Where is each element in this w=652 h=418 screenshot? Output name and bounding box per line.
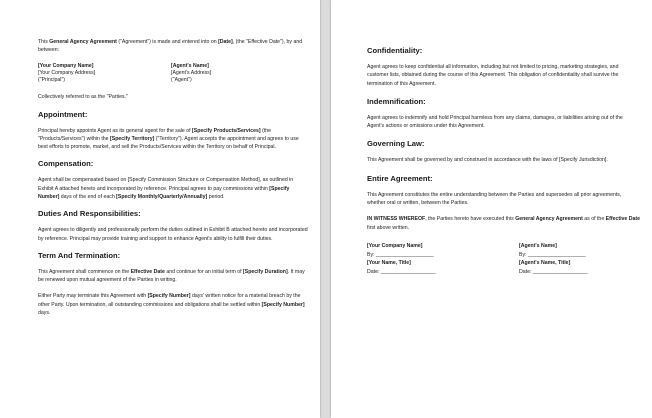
duties-heading: Duties And Responsibilities:	[38, 209, 141, 219]
company-role: ("Principal")	[38, 77, 66, 83]
parties-block	[38, 63, 308, 85]
agent-signer-title: [Agent's Name, Title]	[519, 260, 571, 267]
witness-paragraph: IN WITNESS WHEREOF, the Parties hereto have executed this General Agency Agreement as of the Effective Date first above written.	[367, 216, 640, 231]
agent-signature-line: By: ____________________	[519, 251, 586, 258]
duties-paragraph: Agent agrees to diligently and professionally perform the duties outlined in Exhibit B attached hereto and incorporated by reference. Principal may provide training and support to enhance Agent's ability to fulfill their duties.	[38, 227, 308, 242]
signature-agent-name: [Agent's Name]	[519, 242, 557, 249]
term-paragraph-1: This Agreement shall commence on the Effective Date and continue for an initial term of [Specify Duration]. It may be renewed upon mutual agreement of the Parties in writing.	[38, 268, 305, 284]
governing-law-paragraph: This Agreement shall be governed by and construed in accordance with the laws of [Specify Jurisdiction].	[367, 157, 608, 164]
confidentiality-heading: Confidentiality:	[367, 46, 423, 55]
appointment-heading: Appointment:	[38, 109, 88, 119]
signature-company-name: [Your Company Name]	[367, 242, 423, 249]
agent-signature	[519, 242, 588, 276]
term-heading: Term And Termination:	[38, 250, 121, 260]
compensation-heading: Compensation:	[38, 159, 94, 169]
company-signature-line: By: ____________________	[367, 251, 434, 258]
agent-date-line: Date: ___________________	[519, 268, 588, 275]
indemnification-heading: Indemnification:	[367, 96, 426, 106]
company-name: [Your Company Name]	[38, 62, 94, 69]
document-page-1	[0, 0, 320, 418]
agent-address: [Agent's Address]	[171, 69, 212, 76]
entire-agreement-paragraph: This Agreement constitutes the entire understanding between the Parties and supersedes all prior agreements, whether oral or written, between the Parties.	[367, 191, 622, 207]
appointment-paragraph: Principal hereby appoints Agent as its general agent for the sale of [Specify Products/Services] (the "Products/Services") within the [Specify Territory] ("Territory"). Agent accepts the appointment and agrees to use best efforts to promote, market, and sell the Products/Services within the Territory on behalf of Principal.	[38, 127, 299, 151]
confidentiality-paragraph: Agent agrees to keep confidential all information, including but not limited to pricing, marketing strategies, and customer lists, obtained during the course of this Agreement. This obligation of confidentiality shall survive the termination of this Agreement.	[367, 64, 619, 87]
entire-agreement-heading: Entire Agreement:	[367, 173, 433, 183]
company-signature	[367, 242, 519, 276]
collectively-paragraph: Collectively referred to as the "Parties."	[38, 94, 128, 101]
company-signer-title: [Your Name, Title]	[367, 260, 411, 267]
signature-block	[367, 242, 640, 276]
agent-name: [Agent's Name]	[171, 62, 209, 69]
principal-party	[38, 63, 171, 85]
company-address: [Your Company Address]	[38, 69, 96, 76]
agent-role: ("Agent")	[171, 77, 192, 83]
agent-party	[171, 63, 211, 85]
intro-paragraph: This General Agency Agreement ("Agreement") is made and entered into on [Date], (the "Effective Date"), by and between:	[38, 39, 303, 54]
compensation-paragraph: Agent shall be compensated based on [Specify Commission Structure or Compensation Method], as outlined in Exhibit A attached hereto and incorporated by reference. Principal agrees to pay commissions within [Specify Number] days of the end of each [Specify Monthly/Quarterly/Annually] period.	[38, 177, 294, 200]
term-paragraph-2: Either Party may terminate this Agreement with [Specify Number] days' written notice for a material breach by the other Party. Upon termination, all outstanding commissions and obligations shall be settled within [Specify Number] days.	[38, 293, 305, 317]
governing-law-heading: Governing Law:	[367, 139, 425, 149]
document-page-2	[331, 0, 652, 418]
company-date-line: Date: ___________________	[367, 268, 436, 275]
indemnification-paragraph: Agent agrees to indemnify and hold Principal harmless from any claims, damages, or liabilities arising out of the Agent's actions or omissions under this Agreement.	[367, 114, 623, 130]
